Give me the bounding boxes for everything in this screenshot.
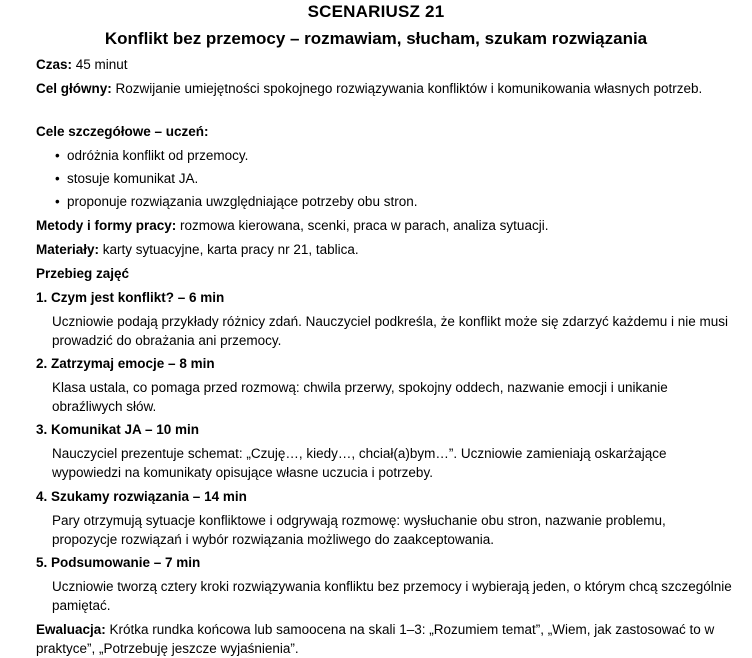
ewaluacja-paragraph: [36, 620, 726, 658]
list-item: • proponuje rozwiązania uwzględniające potrzeby obu stron.: [55, 194, 418, 209]
metody-label: Metody i formy pracy:: [36, 218, 177, 233]
document-subtitle: Konflikt bez przemocy – rozmawiam, słucham, szukam rozwiązania: [104, 29, 648, 48]
section-heading: 1. Czym jest konflikt? – 6 min: [36, 290, 225, 305]
ewaluacja-label: Ewaluacja:: [36, 622, 106, 637]
czas-value: 45 minut: [72, 57, 128, 72]
cele-szczegolowe-label: Cele szczegółowe – uczeń:: [36, 124, 209, 139]
metody-value: rozmowa kierowana, scenki, praca w parach, analiza sytuacji.: [176, 218, 549, 233]
section-heading: 4. Szukamy rozwiązania – 14 min: [36, 489, 247, 504]
section-heading: 2. Zatrzymaj emocje – 8 min: [36, 356, 215, 371]
list-item: • stosuje komunikat JA.: [55, 171, 199, 186]
ewaluacja-value: Krótka rundka końcowa lub samoocena na skali 1–3: „Rozumiem temat”, „Wiem, jak zastosować to w praktyce”, „Potrzebuję jeszcze wyjaśnienia”.: [36, 622, 715, 656]
czas-line: [36, 55, 726, 74]
section-body: Uczniowie podają przykłady różnicy zdań. Nauczyciel podkreśla, że konflikt może się zdarzyć każdemu i nie musi prowadzić do obrażania ani przemocy.: [52, 314, 729, 348]
section-heading: 3. Komunikat JA – 10 min: [36, 422, 200, 437]
section-body: Klasa ustala, co pomaga przed rozmową: chwila przerwy, spokojny oddech, nazwanie emocji i unikanie obraźliwych słów.: [52, 380, 668, 414]
materialy-line: [36, 240, 726, 259]
list-item: • odróżnia konflikt od przemocy.: [55, 148, 249, 163]
czas-label: Czas:: [36, 57, 73, 72]
cel-glowny-label: Cel główny:: [36, 81, 112, 96]
section-body: Nauczyciel prezentuje schemat: „Czuję…, kiedy…, chciał(a)bym…”. Uczniowie zamieniają oskarżające wypowiedzi na komunikaty opisujące własne uczucia i potrzeby.: [52, 446, 667, 480]
metody-line: [36, 216, 726, 235]
section-heading: 5. Podsumowanie – 7 min: [36, 555, 201, 570]
przebieg-heading: Przebieg zajęć: [36, 266, 130, 281]
cel-glowny-paragraph: [36, 79, 726, 98]
materialy-label: Materiały:: [36, 242, 100, 257]
section-body: Uczniowie tworzą cztery kroki rozwiązywania konfliktu bez przemocy i wybierają jeden, o którym chcą szczególnie pamiętać.: [52, 579, 732, 613]
materialy-value: karty sytuacyjne, karta pracy nr 21, tablica.: [99, 242, 359, 257]
document-title: SCENARIUSZ 21: [307, 2, 445, 21]
section-body: Pary otrzymują sytuacje konfliktowe i odgrywają rozmowę: wysłuchanie obu stron, nazwanie problemu, propozycje rozwiązań i wybór rozwiązania możliwego do zaakceptowania.: [52, 513, 666, 547]
cel-glowny-value: Rozwijanie umiejętności spokojnego rozwiązywania konfliktów i komunikowania własnych potrzeb.: [111, 81, 703, 96]
